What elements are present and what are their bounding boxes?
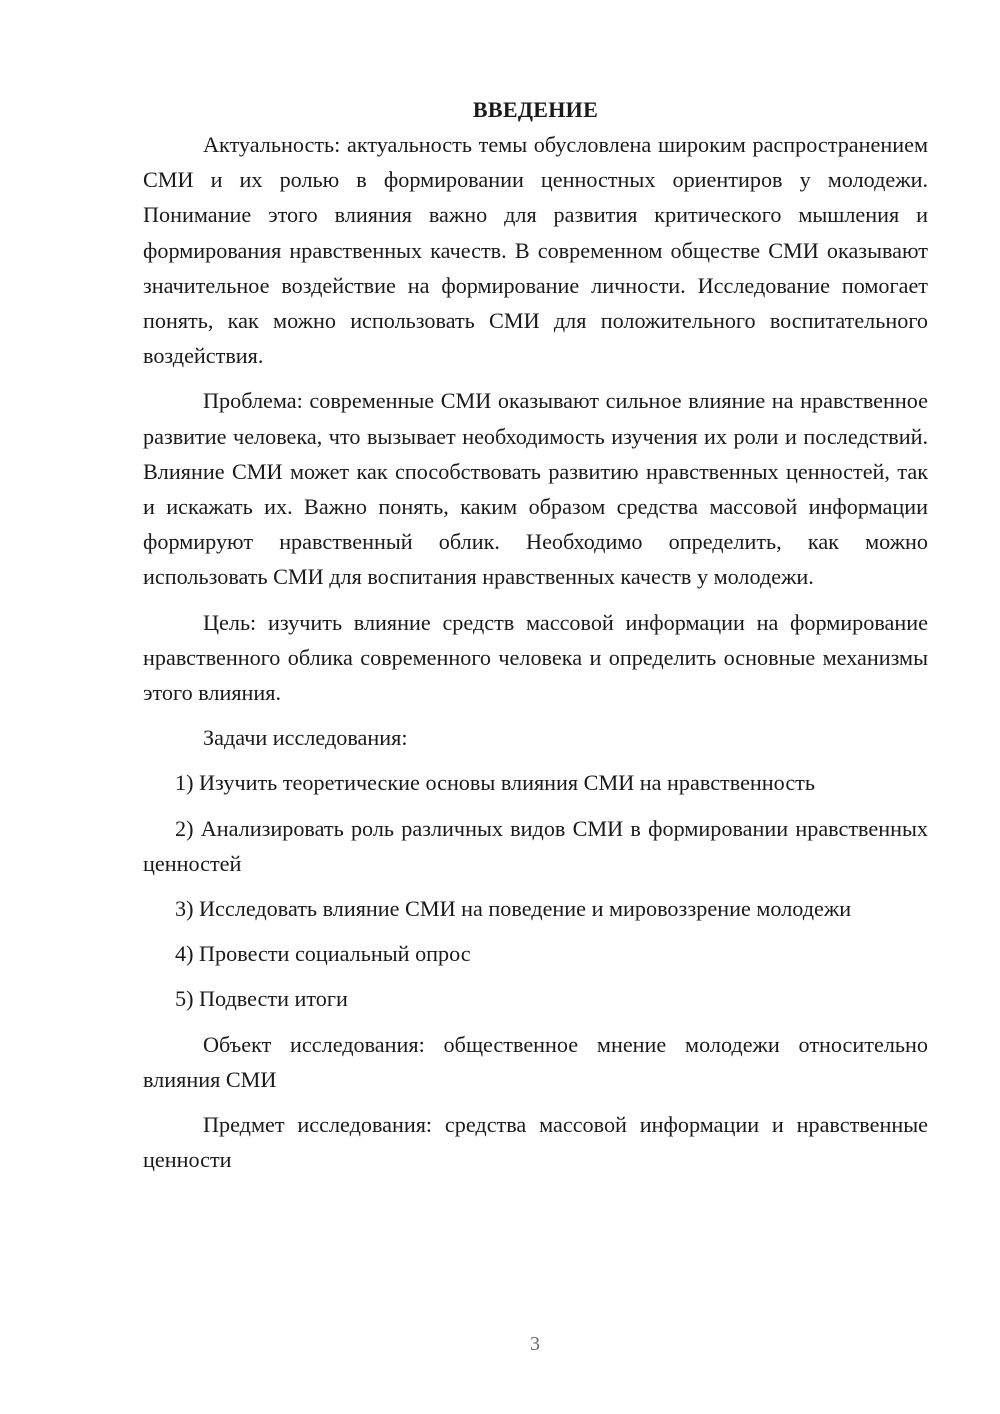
- tasks-heading: Задачи исследования:: [203, 725, 408, 751]
- goal-paragraph: Цель: изучить влияние средств массовой информации на формирование нравственного облика современного человека и определить основные механизмы этого влияния.: [143, 609, 928, 706]
- task-item-2: 2) Анализировать роль различных видов СМИ в формировании нравственных ценностей: [143, 815, 928, 876]
- task-item-5: 5) Подвести итоги: [175, 986, 348, 1012]
- problem-paragraph: Проблема: современные СМИ оказывают сильное влияние на нравственное развитие человека, что вызывает необходимость изучения их роли и последствий. Влияние СМИ может как способствовать развитию нравственных ценностей, так и искажать их. Важно понять, каким образом средства массовой информации формируют нравственный облик. Необходимо определить, как можно использовать СМИ для воспитания нравственных качеств у молодежи.: [143, 388, 928, 590]
- task-item-1: 1) Изучить теоретические основы влияния СМИ на нравственность: [175, 770, 815, 796]
- page-title: ВВЕДЕНИЕ: [472, 97, 599, 122]
- object-paragraph: Объект исследования: общественное мнение молодежи относительно влияния СМИ: [143, 1031, 928, 1092]
- task-item-3: 3) Исследовать влияние СМИ на поведение и мировоззрение молодежи: [175, 896, 852, 922]
- document-page: [143, 92, 928, 1177]
- task-item-4: 4) Провести социальный опрос: [175, 941, 471, 967]
- subject-paragraph: Предмет исследования: средства массовой информации и нравственные ценности: [143, 1112, 928, 1173]
- relevance-paragraph: Актуальность: актуальность темы обусловлена широким распространением СМИ и их ролью в формировании ценностных ориентиров у молодежи. Понимание этого влияния важно для развития критического мышления и формирования нравственных качеств. В современном обществе СМИ оказывают значительное воздействие на формирование личности. Исследование помогает понять, как можно использовать СМИ для положительного воспитательного воздействия.: [143, 132, 928, 369]
- page-number: 3: [530, 1333, 540, 1355]
